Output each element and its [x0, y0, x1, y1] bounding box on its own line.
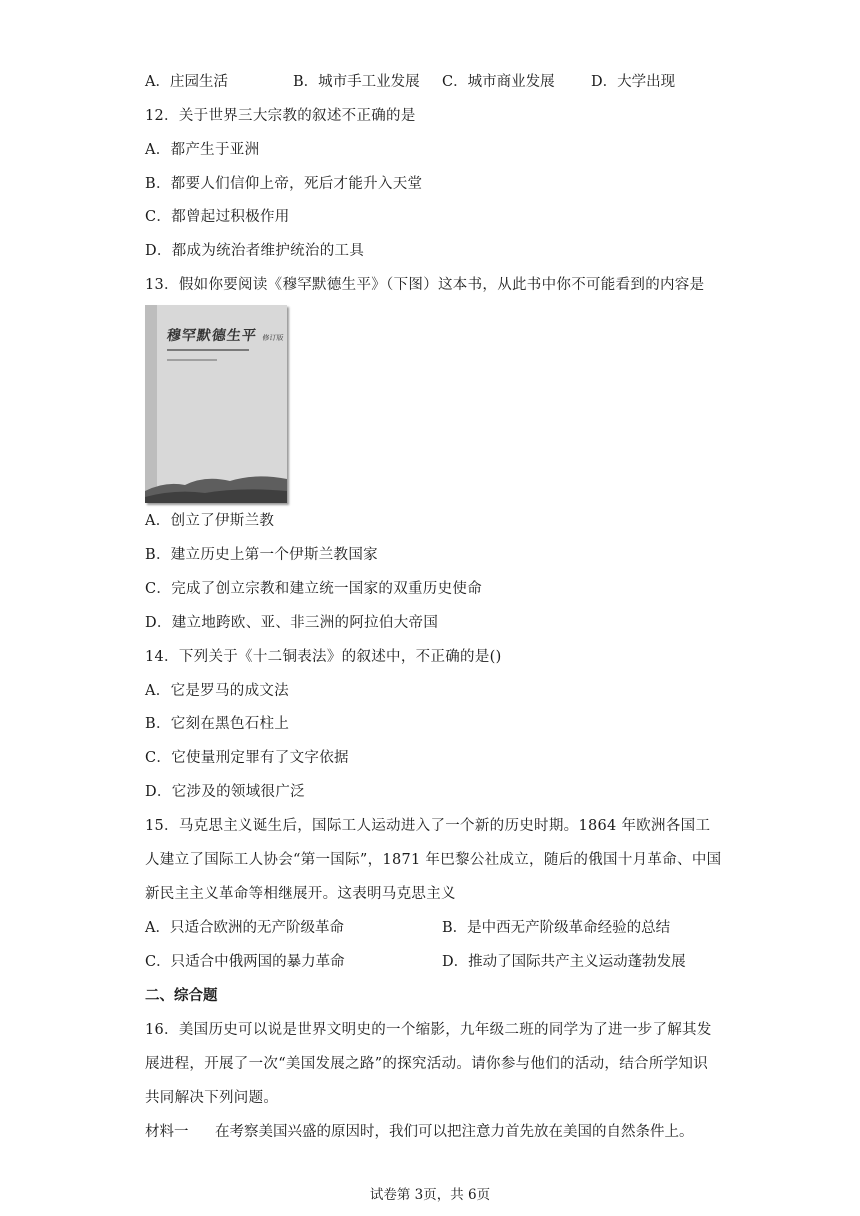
q13-option-d: D．建立地跨欧、亚、非三洲的阿拉伯大帝国: [145, 615, 439, 631]
q15-option-a: A．只适合欧洲的无产阶级革命: [145, 920, 344, 936]
q15-stem-line-3: 新民主主义革命等相继展开。这表明马克思主义: [145, 886, 456, 902]
q13-option-b: B．建立历史上第一个伊斯兰教国家: [145, 547, 378, 563]
material-label: 材料一: [145, 1124, 189, 1140]
book-cover-image: [145, 305, 287, 503]
book-mountain-illustration: [145, 463, 287, 503]
book-author-line: [167, 349, 249, 351]
book-title-text: 穆罕默德生平: [165, 328, 258, 344]
q13-option-c: C．完成了创立宗教和建立统一国家的双重历史使命: [145, 581, 482, 597]
q14-stem: 14．下列关于《十二铜表法》的叙述中，不正确的是(): [145, 649, 502, 665]
q14-option-a: A．它是罗马的成文法: [145, 683, 289, 699]
q15-option-c: C．只适合中俄两国的暴力革命: [145, 954, 345, 970]
q11-option-a: A．庄园生活: [145, 74, 228, 90]
q12-stem: 12．关于世界三大宗教的叙述不正确的是: [145, 108, 416, 124]
q16-stem-line-1: 16．美国历史可以说是世界文明史的一个缩影，九年级二班的同学为了进一步了解其发: [145, 1022, 712, 1038]
q16-material-one: [145, 1122, 694, 1142]
q11-option-c: C．城市商业发展: [442, 74, 555, 90]
q12-option-d: D．都成为统治者维护统治的工具: [145, 243, 365, 259]
book-title: [166, 325, 286, 345]
q11-option-b: B．城市手工业发展: [293, 74, 420, 90]
section-heading: 二、综合题: [145, 987, 218, 1004]
q15-option-b: B．是中西无产阶级革命经验的总结: [442, 920, 671, 936]
material-text: 在考察美国兴盛的原因时，我们可以把注意力首先放在美国的自然条件上。: [215, 1124, 694, 1140]
q12-option-a: A．都产生于亚洲: [145, 142, 260, 158]
q12-option-c: C．都曾起过积极作用: [145, 209, 290, 225]
book-publisher-line: [167, 359, 217, 361]
q14-option-b: B．它刻在黑色石柱上: [145, 716, 290, 732]
q13-option-a: A．创立了伊斯兰教: [145, 513, 275, 529]
q16-stem-line-3: 共同解决下列问题。: [145, 1090, 279, 1106]
q15-stem-line-1: 15．马克思主义诞生后，国际工人运动进入了一个新的历史时期。1864 年欧洲各国工: [145, 818, 711, 834]
book-title-suffix: 修订版: [261, 334, 285, 342]
q15-stem-line-2: 人建立了国际工人协会“第一国际”，1871 年巴黎公社成立，随后的俄国十月革命、中国: [145, 852, 722, 868]
q16-stem-line-2: 展进程，开展了一次“美国发展之路”的探究活动。请你参与他们的活动，结合所学知识: [145, 1056, 709, 1072]
page-footer: 试卷第 3页，共 6页: [369, 1187, 491, 1203]
q14-option-c: C．它使量刑定罪有了文字依据: [145, 750, 349, 766]
q11-option-d: D．大学出现: [591, 74, 676, 90]
q12-option-b: B．都要人们信仰上帝，死后才能升入天堂: [145, 176, 423, 192]
q14-option-d: D．它涉及的领域很广泛: [145, 784, 305, 800]
q15-option-d: D．推动了国际共产主义运动蓬勃发展: [442, 954, 686, 970]
q13-stem: 13．假如你要阅读《穆罕默德生平》（下图）这本书，从此书中你不可能看到的内容是: [145, 277, 705, 293]
